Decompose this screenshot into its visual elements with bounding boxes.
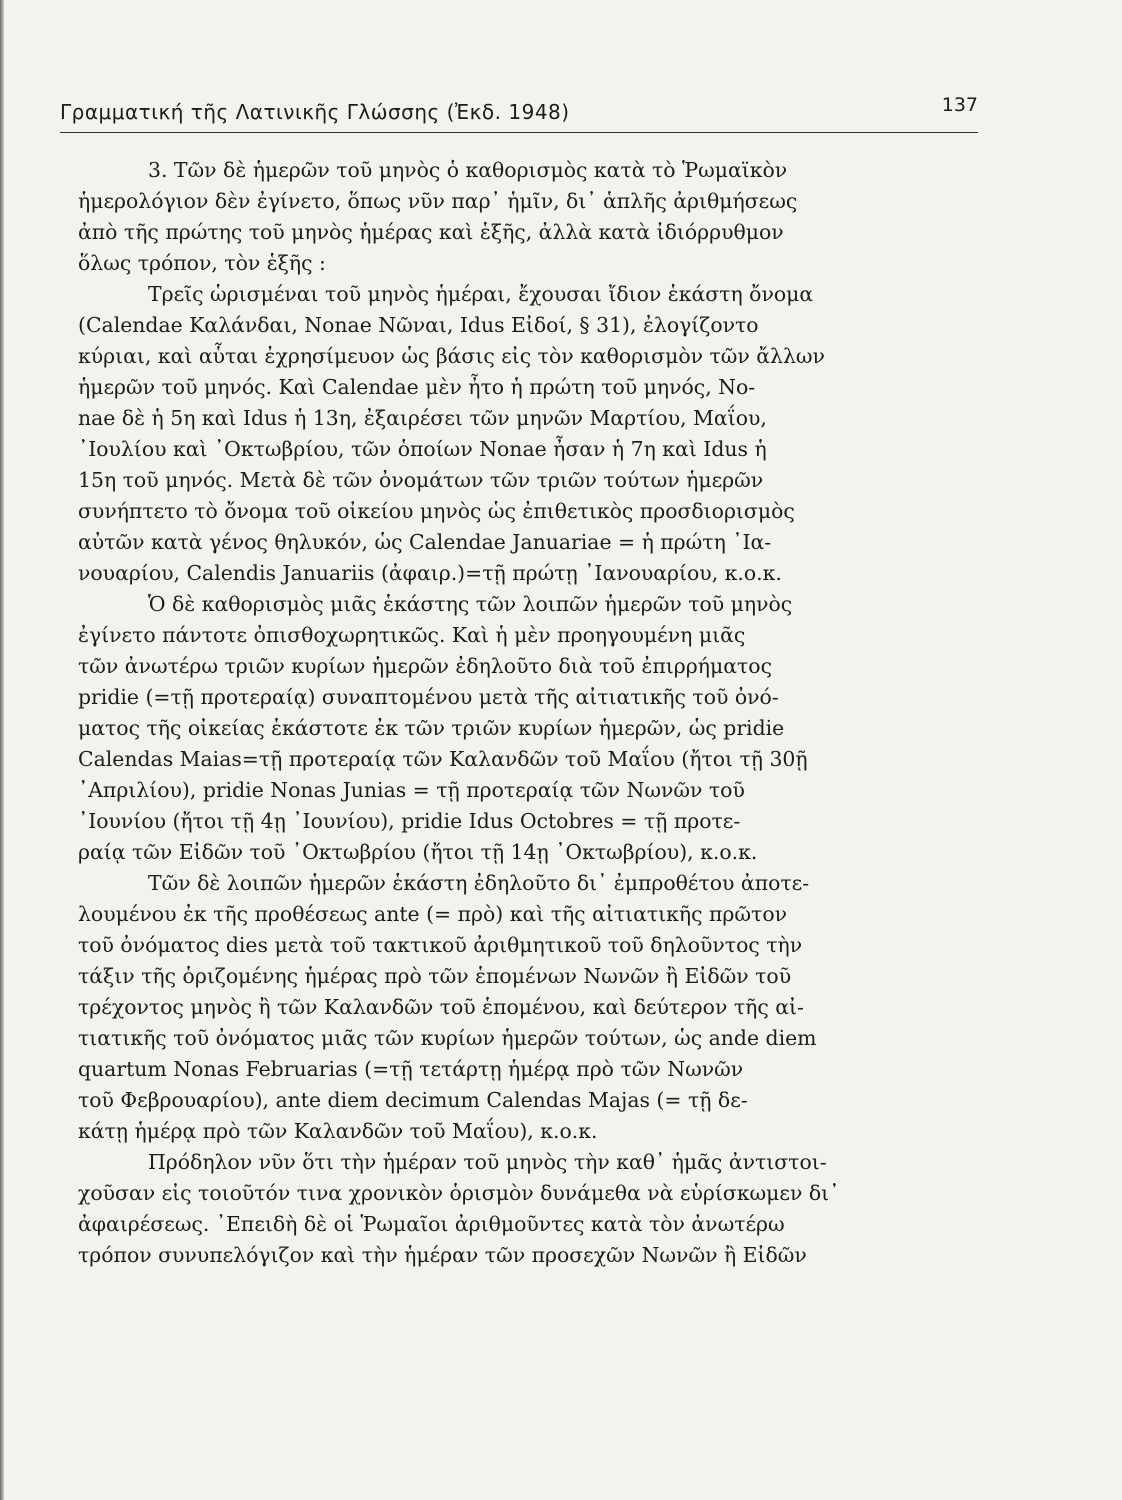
text-line: quartum Nonas Februarias (=τῇ τετάρτῃ ἡμέρᾳ πρὸ τῶν Νωνῶν (78, 1057, 744, 1081)
page-number: 137 (941, 94, 978, 116)
text-line: τοῦ ὀνόματος dies μετὰ τοῦ τακτικοῦ ἀριθμητικοῦ τοῦ δηλοῦντος τὴν (78, 933, 803, 957)
text-line: 3. Τῶν δὲ ἡμερῶν τοῦ μηνὸς ὁ καθορισμὸς κατὰ τὸ Ῥωμαϊκὸν (148, 158, 788, 182)
text-line: τρέχοντος μηνὸς ἢ τῶν Καλανδῶν τοῦ ἑπομένου, καὶ δεύτερον τῆς αἰ- (78, 995, 804, 1019)
text-line: (Calendae Καλάνδαι, Nonae Νῶναι, Idus Εἰδοί, § 31), ἐλογίζοντο (78, 313, 759, 337)
text-line: ᾽Απριλίου), pridie Nonas Junias = τῇ προτεραίᾳ τῶν Νωνῶν τοῦ (78, 778, 745, 802)
running-header (60, 92, 978, 133)
text-line: ματος τῆς οἰκείας ἑκάστοτε ἐκ τῶν τριῶν κυρίων ἡμερῶν, ὡς pridie (78, 716, 785, 740)
text-line: ᾽Ιουνίου (ἤτοι τῇ 4ῃ ᾽Ιουνίου), pridie Idus Octobres = τῇ προτε- (78, 809, 741, 833)
text-line: ἡμερῶν τοῦ μηνός. Καὶ Calendae μὲν ἦτο ἡ πρώτη τοῦ μηνός, No- (78, 375, 756, 399)
text-line: λουμένου ἐκ τῆς προθέσεως ante (= πρὸ) καὶ τῆς αἰτιατικῆς πρῶτον (78, 902, 788, 926)
text-line: Ὁ δὲ καθορισμὸς μιᾶς ἑκάστης τῶν λοιπῶν ἡμερῶν τοῦ μηνὸς (148, 592, 793, 616)
text-line: κάτῃ ἡμέρᾳ πρὸ τῶν Καλανδῶν τοῦ Μαΐου), κ.ο.κ. (78, 1119, 598, 1143)
text-line: Τρεῖς ὡρισμέναι τοῦ μηνὸς ἡμέραι, ἔχουσαι ἴδιον ἑκάστη ὄνομα (148, 282, 814, 306)
text-line: αὐτῶν κατὰ γένος θηλυκόν, ὡς Calendae Januariae = ἡ πρώτη ᾽Ια- (78, 530, 772, 554)
text-line: τάξιν τῆς ὁριζομένης ἡμέρας πρὸ τῶν ἑπομένων Νωνῶν ἢ Εἰδῶν τοῦ (78, 964, 792, 988)
text-line: χοῦσαν εἰς τοιοῦτόν τινα χρονικὸν ὁρισμὸν δυνάμεθα νὰ εὑρίσκωμεν δι᾽ (78, 1181, 840, 1205)
text-line: ἀπὸ τῆς πρώτης τοῦ μηνὸς ἡμέρας καὶ ἑξῆς, ἀλλὰ κατὰ ἰδιόρρυθμον (78, 220, 784, 244)
text-line: ὅλως τρόπον, τὸν ἑξῆς : (78, 251, 326, 275)
text-line: pridie (=τῇ προτεραίᾳ) συναπτομένου μετὰ τῆς αἰτιατικῆς τοῦ ὀνό- (78, 685, 779, 709)
text-line: κύριαι, καὶ αὗται ἐχρησίμευον ὡς βάσις εἰς τὸν καθορισμὸν τῶν ἄλλων (78, 344, 825, 368)
text-line: τῶν ἀνωτέρω τριῶν κυρίων ἡμερῶν ἐδηλοῦτο διὰ τοῦ ἐπιρρήματος (78, 654, 772, 678)
text-line: Calendas Maias=τῇ προτεραίᾳ τῶν Καλανδῶν τοῦ Μαΐου (ἤτοι τῇ 30ῇ (78, 747, 808, 771)
text-line: τιατικῆς τοῦ ὀνόματος μιᾶς τῶν κυρίων ἡμερῶν τούτων, ὡς ande diem (78, 1026, 817, 1050)
text-line: τοῦ Φεβρουαρίου), ante diem decimum Calendas Majas (= τῇ δε- (78, 1088, 748, 1112)
text-line: ἐγίνετο πάντοτε ὀπισθοχωρητικῶς. Καὶ ἡ μὲν προηγουμένη μιᾶς (78, 623, 746, 647)
text-line: 15η τοῦ μηνός. Μετὰ δὲ τῶν ὀνομάτων τῶν τριῶν τούτων ἡμερῶν (78, 468, 764, 492)
text-line: ἡμερολόγιον δὲν ἐγίνετο, ὅπως νῦν παρ᾽ ἡμῖν, δι᾽ ἁπλῆς ἀριθμήσεως (78, 189, 798, 213)
text-line: ᾽Ιουλίου καὶ ᾽Οκτωβρίου, τῶν ὁποίων Nonae ἦσαν ἡ 7η καὶ Idus ἡ (78, 437, 767, 461)
text-line: Πρόδηλον νῦν ὅτι τὴν ἡμέραν τοῦ μηνὸς τὴν καθ᾽ ἡμᾶς ἀντιστοι- (148, 1150, 827, 1174)
page-edge (0, 0, 4, 1500)
text-line: νουαρίου, Calendis Januariis (ἀφαιρ.)=τῇ πρώτῃ ᾽Ιανουαρίου, κ.ο.κ. (78, 561, 782, 585)
text-line: ἀφαιρέσεως. ᾽Επειδὴ δὲ οἱ Ῥωμαῖοι ἀριθμοῦντες κατὰ τὸν ἀνωτέρω (78, 1212, 785, 1236)
text-line: Τῶν δὲ λοιπῶν ἡμερῶν ἑκάστη ἐδηλοῦτο δι᾽ ἐμπροθέτου ἀποτε- (148, 871, 810, 895)
text-line: συνήπτετο τὸ ὄνομα τοῦ οἰκείου μηνὸς ὡς ἐπιθετικὸς προσδιορισμὸς (78, 499, 795, 523)
text-line: ραίᾳ τῶν Εἰδῶν τοῦ ᾽Οκτωβρίου (ἤτοι τῇ 14ῃ ᾽Οκτωβρίου), κ.ο.κ. (78, 840, 758, 864)
book-title: Γραμματική τῆς Λατινικῆς Γλώσσης (Ἐκδ. 1948) (60, 100, 570, 124)
body-text (78, 155, 978, 1271)
text-line: τρόπον συνυπελόγιζον καὶ τὴν ἡμέραν τῶν προσεχῶν Νωνῶν ἢ Εἰδῶν (78, 1243, 807, 1267)
text-line: nae δὲ ἡ 5η καὶ Idus ἡ 13η, ἐξαιρέσει τῶν μηνῶν Μαρτίου, Μαΐου, (78, 406, 767, 430)
